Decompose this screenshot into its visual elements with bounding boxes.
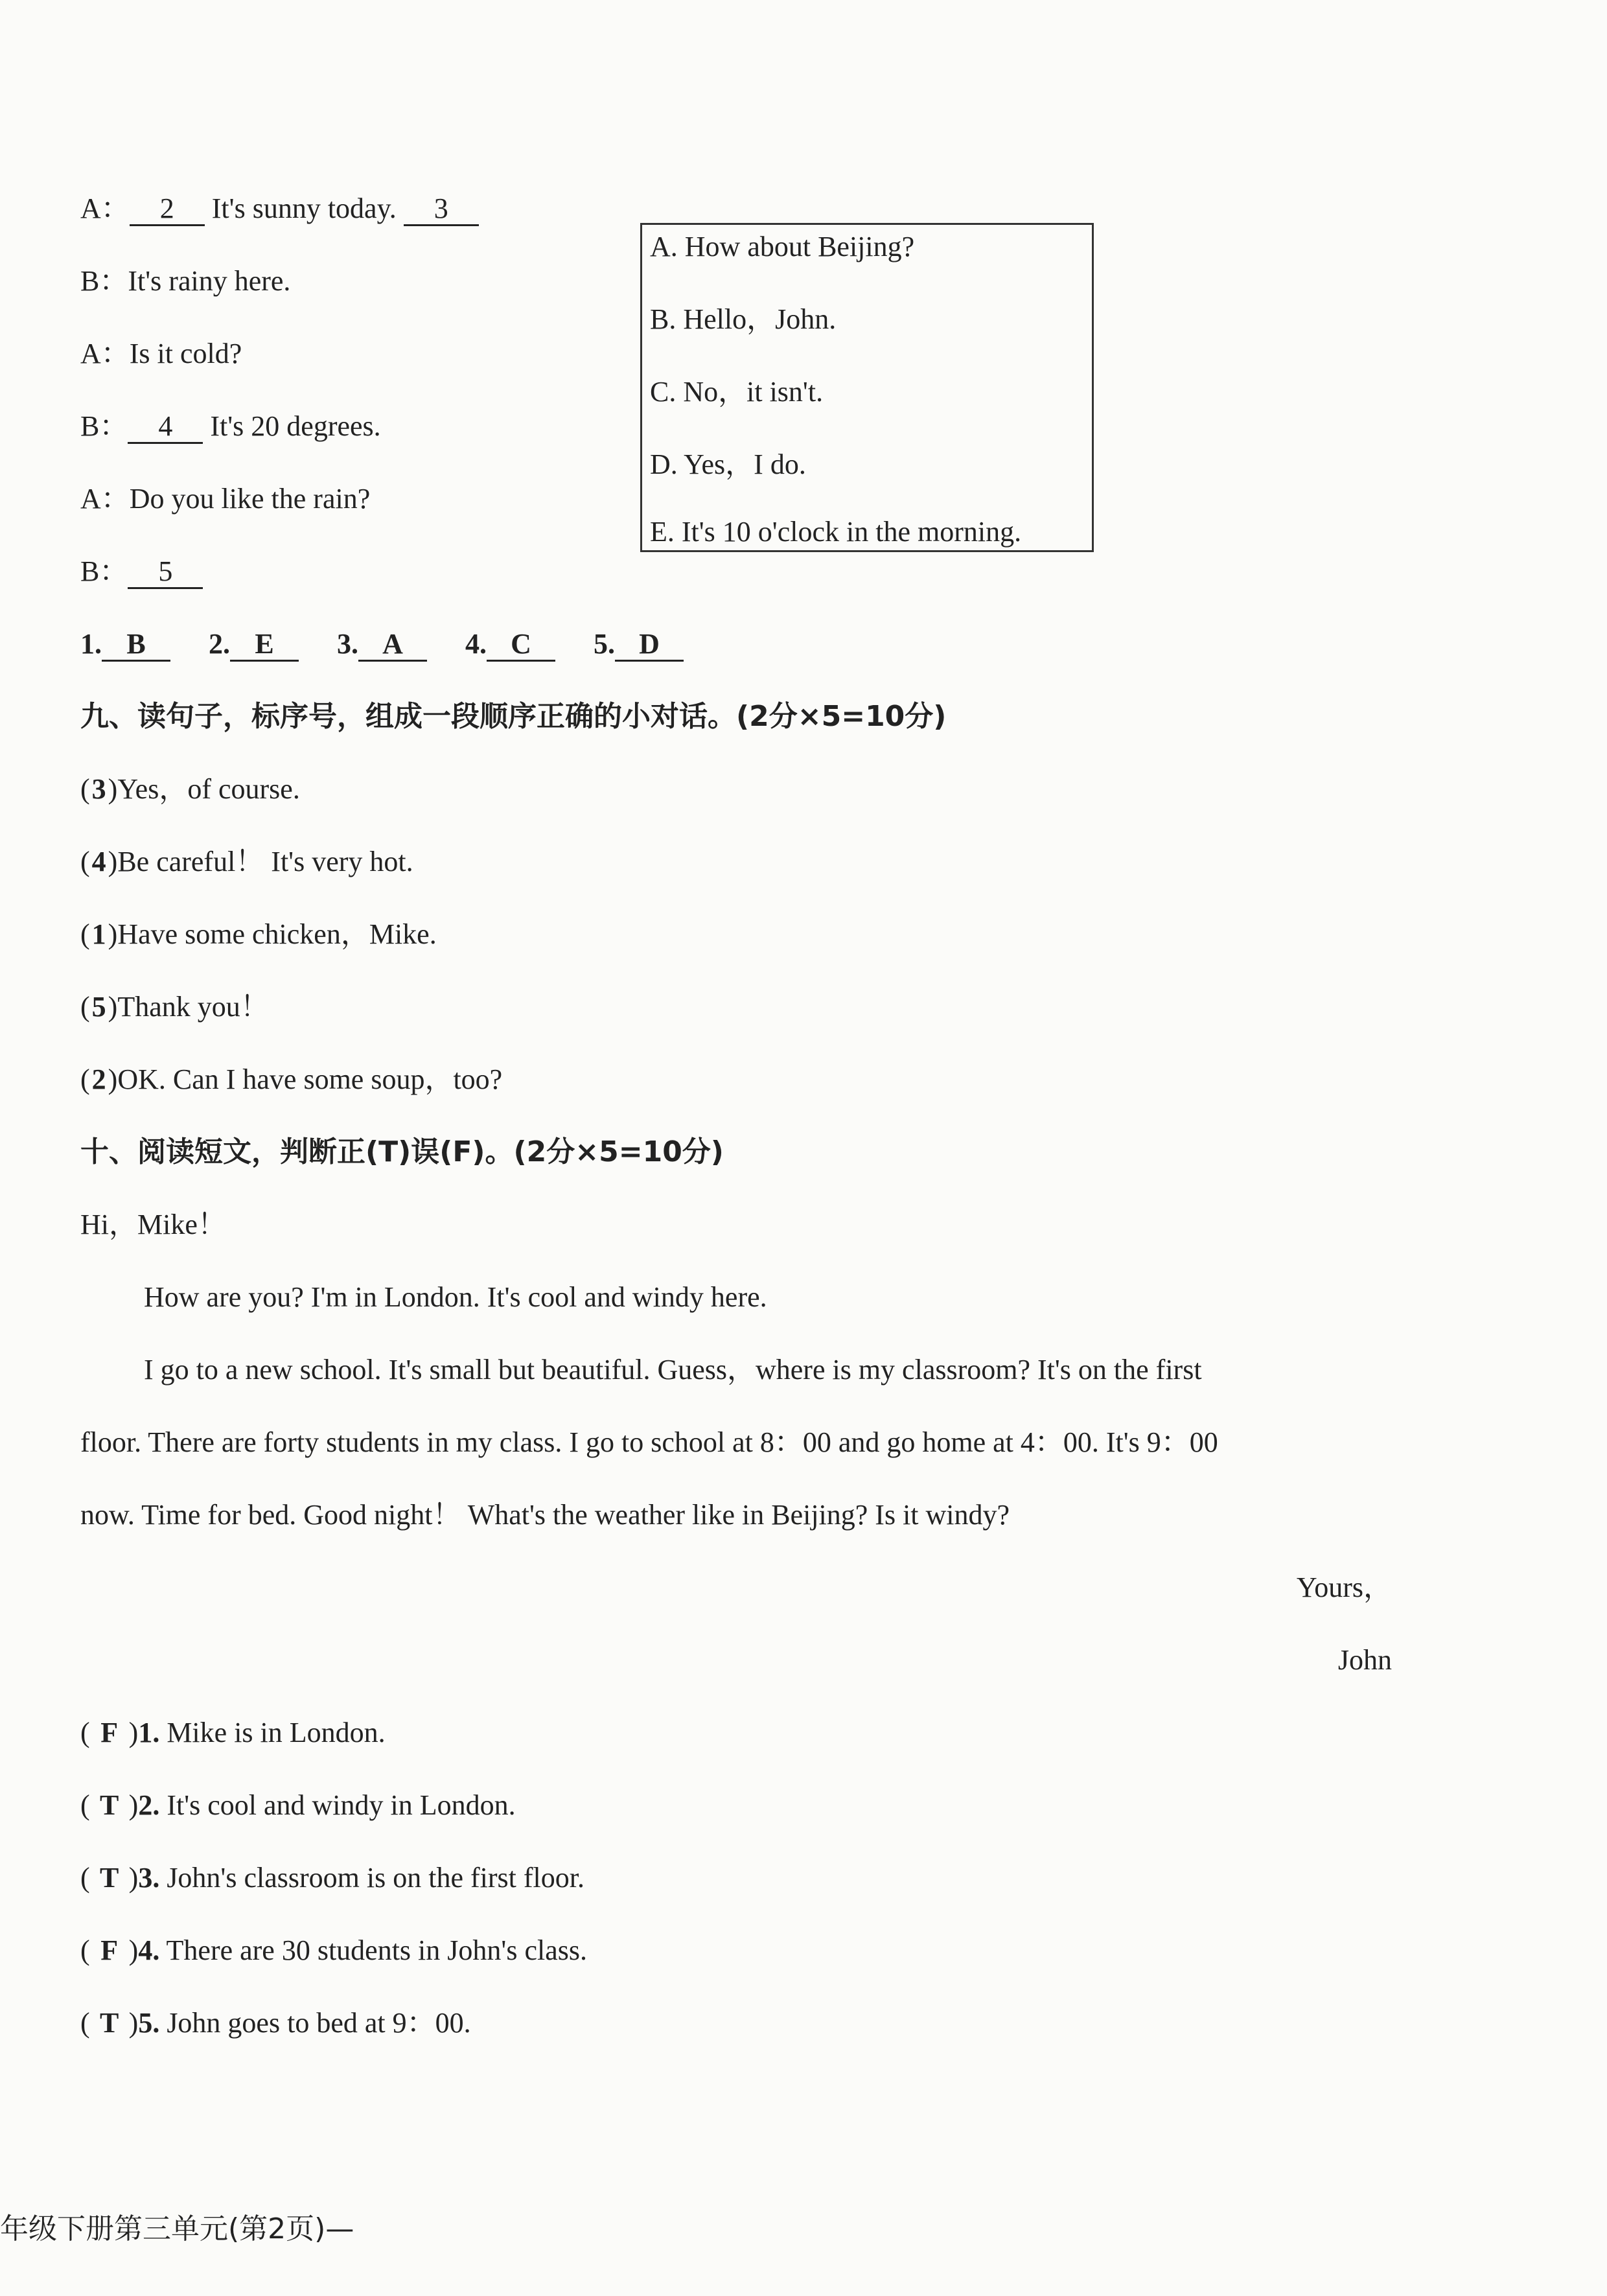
dialogue-line-2: B：It's rainy here. <box>80 265 291 297</box>
letter-paragraph-2-end: now. Time for bed. Good night！ What's the weather like in Beijing? Is it windy? <box>80 1499 1010 1531</box>
option-c: C. No，it isn't. <box>650 376 824 408</box>
dialogue-line-4: B： 4 It's 20 degrees. <box>80 408 381 445</box>
letter-closing: Yours， <box>1296 1571 1392 1603</box>
letter-greeting: Hi，Mike！ <box>80 1209 226 1240</box>
answers-row <box>80 626 715 662</box>
section-9-item: (2)OK. Can I have some soup，too? <box>80 1063 503 1095</box>
dialogue-line-3: A：Is it cold? <box>80 338 242 369</box>
answer-item: 1. B <box>80 626 170 662</box>
answer-blank: 3 <box>404 193 479 226</box>
answer-item: 4. C <box>465 626 555 662</box>
section-10-item: ( T )5. John goes to bed at 9：00. <box>80 2007 471 2039</box>
answer-item: 2. E <box>209 626 299 662</box>
option-d: D. Yes，I do. <box>650 448 806 480</box>
letter-signature: John <box>1337 1644 1392 1676</box>
dialogue-line-5: A：Do you like the rain? <box>80 483 371 515</box>
answer-blank: 4 <box>128 411 203 444</box>
options-box <box>640 223 1094 552</box>
section-10-heading: 十、阅读短文，判断正(T)误(F)。(2分×5=10分) <box>80 1135 724 1168</box>
option-b: B. Hello，John. <box>650 303 837 335</box>
section-9-item: (3)Yes，of course. <box>80 773 300 805</box>
answer-item: 5. D <box>594 626 684 662</box>
section-9-heading: 九、读句子，标序号，组成一段顺序正确的小对话。(2分×5=10分) <box>80 700 947 733</box>
section-10-item: ( T )3. John's classroom is on the first floor. <box>80 1862 584 1894</box>
section-10-item: ( T )2. It's cool and windy in London. <box>80 1789 516 1821</box>
answer-blank: 5 <box>128 556 203 589</box>
dialogue-line-6: B： 5 <box>80 553 203 590</box>
dialogue-line-1: A： 2 It's sunny today. 3 <box>80 191 479 227</box>
answer-item: 3. A <box>337 626 427 662</box>
letter-paragraph-2-cont: floor. There are forty students in my class. I go to school at 8：00 and go home at 4：00. It's 9：00 <box>80 1426 1218 1458</box>
page-footer: 年级下册第三单元(第2页)— <box>0 2212 354 2245</box>
section-9-item: (4)Be careful！ It's very hot. <box>80 846 413 877</box>
option-e: E. It's 10 o'clock in the morning. <box>650 516 1022 548</box>
section-10-item: ( F )1. Mike is in London. <box>80 1717 386 1748</box>
option-a: A. How about Beijing? <box>650 231 915 262</box>
section-9-item: (5)Thank you！ <box>80 991 269 1023</box>
answer-blank: 2 <box>130 193 205 226</box>
letter-paragraph-2: I go to a new school. It's small but beautiful. Guess，where is my classroom? It's on the first <box>144 1354 1202 1386</box>
letter-paragraph-1: How are you? I'm in London. It's cool and windy here. <box>144 1281 767 1313</box>
section-9-item: (1)Have some chicken，Mike. <box>80 918 437 950</box>
section-10-item: ( F )4. There are 30 students in John's class. <box>80 1934 587 1966</box>
